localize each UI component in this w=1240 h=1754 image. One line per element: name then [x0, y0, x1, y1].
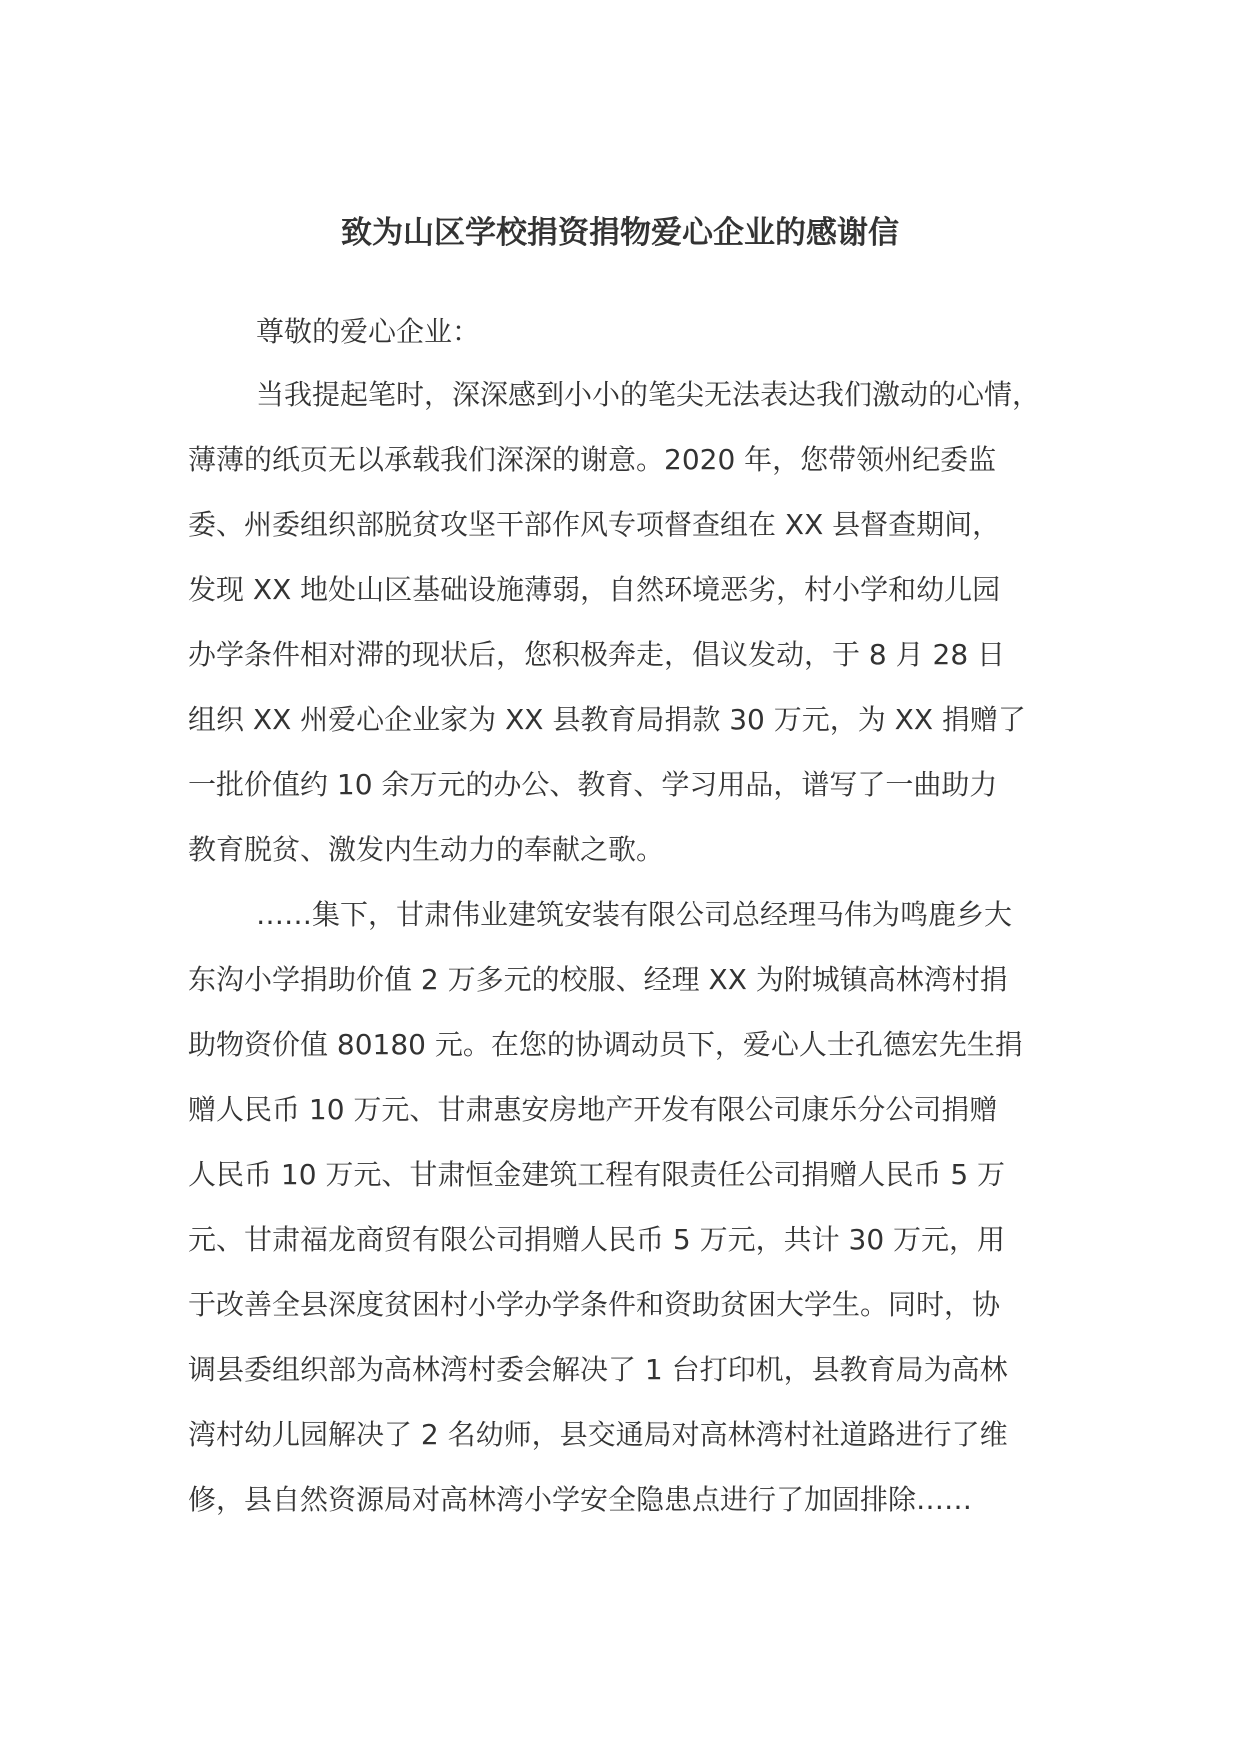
- body-line-12: 赠人民币 10 万元、甘肃惠安房地产开发有限公司康乐分公司捐赠: [188, 1093, 998, 1126]
- body-line-14: 元、甘肃福龙商贸有限公司捐赠人民币 5 万元，共计 30 万元，用: [188, 1223, 1006, 1256]
- body-line-6: 组织 XX 州爱心企业家为 XX 县教育局捐款 30 万元，为 XX 捐赠了: [188, 703, 1026, 736]
- body-line-13: 人民币 10 万元、甘肃恒金建筑工程有限责任公司捐赠人民币 5 万: [188, 1158, 1006, 1191]
- body-line-1: 当我提起笔时，深深感到小小的笔尖无法表达我们激动的心情，: [256, 378, 1041, 411]
- body-line-17: 湾村幼儿园解决了 2 名幼师，县交通局对高林湾村社道路进行了维: [188, 1418, 1008, 1451]
- body-line-11: 助物资价值 80180 元。在您的协调动员下，爱心人士孔德宏先生捐: [188, 1028, 1023, 1061]
- body-line-2: 薄薄的纸页无以承载我们深深的谢意。2020 年，您带领州纪委监: [188, 443, 997, 476]
- body-line-18: 修，县自然资源局对高林湾小学安全隐患点进行了加固排除……: [188, 1483, 973, 1516]
- letter-title: 致为山区学校捐资捐物爱心企业的感谢信: [341, 215, 899, 251]
- body-line-7: 一批价值约 10 余万元的办公、教育、学习用品，谱写了一曲助力: [188, 768, 998, 801]
- body-line-16: 调县委组织部为高林湾村委会解决了 1 台打印机，县教育局为高林: [188, 1353, 1008, 1386]
- body-line-4: 发现 XX 地处山区基础设施薄弱，自然环境恶劣，村小学和幼儿园: [188, 573, 1001, 606]
- body-line-5: 办学条件相对滞的现状后，您积极奔走，倡议发动，于 8 月 28 日: [188, 638, 1006, 671]
- body-line-8: 教育脱贫、激发内生动力的奉献之歌。: [188, 833, 665, 866]
- body-line-15: 于改善全县深度贫困村小学办学条件和资助贫困大学生。同时，协: [188, 1288, 1001, 1321]
- body-line-3: 委、州委组织部脱贫攻坚干部作风专项督查组在 XX 县督查期间，: [188, 508, 1001, 541]
- body-line-9: ……集下，甘肃伟业建筑安装有限公司总经理马伟为鸣鹿乡大: [256, 898, 1013, 931]
- body-line-10: 东沟小学捐助价值 2 万多元的校服、经理 XX 为附城镇高林湾村捐: [188, 963, 1008, 996]
- salutation: 尊敬的爱心企业：: [256, 315, 481, 348]
